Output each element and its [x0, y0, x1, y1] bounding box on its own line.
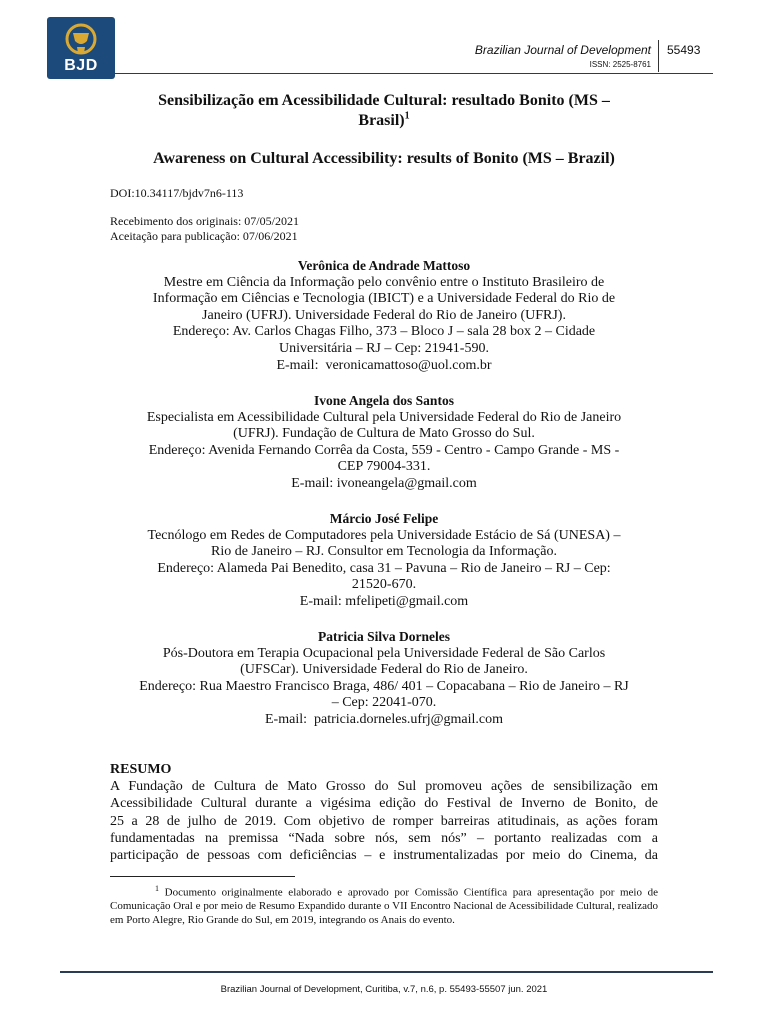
abstract-line: 25 a 28 de julho de 2019. Com objetivo de romper barreiras atitudinais, as ações foram — [110, 813, 658, 829]
footnote — [110, 882, 658, 927]
accepted-date: Aceitação para publicação: 07/06/2021 — [110, 229, 298, 243]
author-email: E-mail: ivoneangela@gmail.com — [291, 475, 477, 491]
author-address-line: – Cep: 22041-070. — [331, 695, 437, 711]
header-rule — [115, 73, 713, 74]
author-address-line: Universitária – RJ – Cep: 21941-590. — [279, 340, 489, 356]
author-address-line: Endereço: Alameda Pai Benedito, casa 31 – Pavuna – Rio de Janeiro – RJ – Cep: — [157, 560, 611, 576]
author-block-1 — [100, 258, 668, 374]
title-pt-line-1: Sensibilização em Acessibilidade Cultural: resultado Bonito (MS – — [158, 92, 610, 109]
journal-name: Brazilian Journal of Development — [474, 43, 651, 57]
author-affiliation-line: Especialista em Acessibilidade Cultural pela Universidade Federal do Rio de Janeiro — [146, 409, 622, 425]
author-block-3 — [100, 511, 668, 611]
author-affiliation-line: Rio de Janeiro – RJ. Consultor em Tecnologia da Informação. — [211, 544, 557, 560]
author-affiliation-line: Janeiro (UFRJ). Universidade Federal do Rio de Janeiro (UFRJ). — [202, 307, 566, 323]
issn: ISSN: 2525-8761 — [589, 60, 651, 69]
author-address-line: Endereço: Avenida Fernando Corrêa da Costa, 559 - Centro - Campo Grande - MS - — [148, 442, 620, 458]
abstract-line: participação de pessoas com deficiências – e instrumentalizadas por meio do Cinema, da — [110, 848, 658, 864]
title-english: Awareness on Cultural Accessibility: results of Bonito (MS – Brazil) — [153, 150, 615, 167]
author-affiliation-line: Mestre em Ciência da Informação pelo convênio entre o Instituto Brasileiro de — [163, 274, 605, 290]
abstract-line: Acessibilidade Cultural durante a vigésima edição do Festival de Inverno de Bonito, de — [110, 796, 658, 812]
title-footnote-mark: 1 — [404, 110, 410, 122]
author-block-2 — [100, 393, 668, 493]
abstract-body — [110, 778, 658, 864]
author-address-line: Endereço: Av. Carlos Chagas Filho, 373 – Bloco J – sala 28 box 2 – Cidade — [172, 324, 596, 340]
author-name: Verônica de Andrade Mattoso — [297, 258, 471, 273]
author-affiliation-line: Pós-Doutora em Terapia Ocupacional pela Universidade Federal de São Carlos — [162, 645, 606, 661]
title-pt-line-2-text: Brasil) — [358, 112, 405, 129]
title-pt-line-2 — [96, 111, 672, 131]
author-address-line: Endereço: Rua Maestro Francisco Braga, 486/ 401 – Copacabana – Rio de Janeiro – RJ — [139, 678, 629, 694]
abstract-heading: RESUMO — [110, 762, 172, 777]
author-email: E-mail: mfelipeti@gmail.com — [299, 593, 469, 609]
page-number: 55493 — [667, 43, 701, 57]
author-email: E-mail: veronicamattoso@uol.com.br — [276, 357, 492, 373]
author-name: Márcio José Felipe — [329, 511, 439, 526]
title-portuguese — [96, 91, 672, 131]
footnote-mark: 1 — [155, 884, 159, 893]
abstract-line: A Fundação de Cultura de Mato Grosso do Sul promoveu ações de sensibilização em — [110, 779, 658, 794]
author-address-line: 21520-670. — [351, 577, 417, 593]
footnote-rule — [110, 876, 295, 877]
journal-logo — [47, 17, 115, 79]
footer-citation: Brazilian Journal of Development, Curitiba, v.7, n.6, p. 55493-55507 jun. 2021 — [220, 984, 548, 995]
author-email: E-mail: patricia.dorneles.ufrj@gmail.com — [265, 711, 503, 727]
author-affiliation-line: Tecnólogo em Redes de Computadores pela Universidade Estácio de Sá (UNESA) – — [147, 527, 621, 543]
author-affiliation-line: Informação em Ciências e Tecnologia (IBICT) e a Universidade Federal do Rio de — [152, 291, 616, 307]
author-name: Ivone Angela dos Santos — [314, 393, 454, 408]
author-name: Patricia Silva Dorneles — [318, 629, 450, 644]
doi: DOI:10.34117/bjdv7n6-113 — [110, 186, 244, 200]
header-divider — [658, 40, 659, 72]
author-affiliation-line: (UFSCar). Universidade Federal do Rio de Janeiro. — [240, 662, 528, 678]
author-affiliation-line: (UFRJ). Fundação de Cultura de Mato Grosso do Sul. — [233, 426, 535, 442]
footer-rule — [60, 971, 713, 973]
footnote-text: Documento originalmente elaborado e aprovado por Comissão Científica para apresentação por meio de Comunicação Oral e por meio de Resumo Expandido durante o VII Encontro Nacional de Acessibilidade Cultural, realizado em Porto Alegre, Rio Grande do Sul, em 2019, integrando os Anais do evento. — [110, 886, 658, 926]
received-date: Recebimento dos originais: 07/05/2021 — [110, 214, 299, 228]
author-block-4 — [100, 629, 668, 729]
author-address-line: CEP 79004-331. — [337, 459, 431, 475]
abstract-line: fundamentadas na premissa “Nada sobre nós, sem nós” – portanto realizadas com a — [110, 830, 658, 846]
logo-text: BJD — [64, 57, 98, 74]
